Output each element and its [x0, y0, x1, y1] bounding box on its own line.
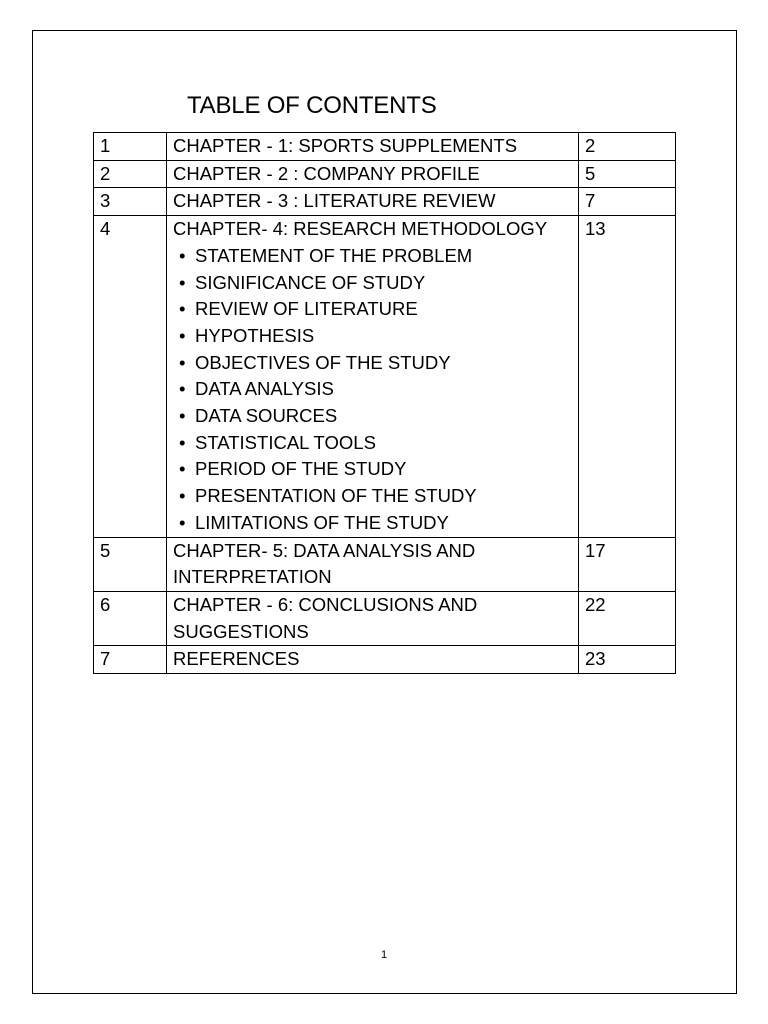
document-title: TABLE OF CONTENTS [187, 92, 437, 119]
toc-subitem: • SIGNIFICANCE OF STUDY [179, 270, 578, 297]
toc-row-number: 1 [94, 133, 167, 161]
toc-row-title: REFERENCES [167, 646, 579, 674]
toc-row-number: 5 [94, 537, 167, 591]
toc-row-title: CHAPTER- 4: RESEARCH METHODOLOGY [173, 218, 548, 240]
toc-subitem: • STATEMENT OF THE PROBLEM [179, 243, 578, 270]
toc-row-2 [94, 160, 676, 188]
toc-row-title-cell [167, 216, 579, 537]
toc-row-6 [94, 591, 676, 645]
toc-row-title: CHAPTER - 1: SPORTS SUPPLEMENTS [167, 133, 579, 161]
toc-row-page: 5 [579, 160, 676, 188]
toc-row-title-cell [167, 537, 579, 591]
toc-row-title: CHAPTER - 3 : LITERATURE REVIEW [167, 188, 579, 216]
toc-row-page: 2 [579, 133, 676, 161]
toc-subitem: • PERIOD OF THE STUDY [179, 456, 578, 483]
toc-row-7 [94, 646, 676, 674]
toc-row-number: 6 [94, 591, 167, 645]
toc-row-page: 7 [579, 188, 676, 216]
toc-subitem: • LIMITATIONS OF THE STUDY [179, 510, 578, 537]
toc-row-number: 3 [94, 188, 167, 216]
toc-row-title-line: SUGGESTIONS [173, 620, 309, 642]
toc-subitem: • HYPOTHESIS [179, 323, 578, 350]
toc-subitem-list [173, 243, 578, 537]
toc-row-5 [94, 537, 676, 591]
toc-row-page: 13 [579, 216, 676, 537]
toc-subitem: • PRESENTATION OF THE STUDY [179, 483, 578, 510]
page-number: 1 [380, 949, 388, 961]
toc-row-title-line: INTERPRETATION [173, 566, 332, 588]
toc-row-page: 22 [579, 591, 676, 645]
toc-subitem: • DATA SOURCES [179, 403, 578, 430]
toc-row-1 [94, 133, 676, 161]
toc-subitem: • OBJECTIVES OF THE STUDY [179, 350, 578, 377]
toc-row-title: CHAPTER - 2 : COMPANY PROFILE [167, 160, 579, 188]
toc-row-title-line: CHAPTER- 5: DATA ANALYSIS AND [173, 539, 476, 561]
toc-row-title-line: CHAPTER - 6: CONCLUSIONS AND [173, 593, 478, 615]
toc-row-page: 23 [579, 646, 676, 674]
toc-row-4 [94, 216, 676, 537]
toc-row-title-cell [167, 591, 579, 645]
toc-table [93, 132, 676, 674]
toc-subitem: • DATA ANALYSIS [179, 376, 578, 403]
toc-row-number: 2 [94, 160, 167, 188]
toc-subitem: • STATISTICAL TOOLS [179, 430, 578, 457]
toc-subitem: • REVIEW OF LITERATURE [179, 296, 578, 323]
toc-row-page: 17 [579, 537, 676, 591]
toc-row-3 [94, 188, 676, 216]
toc-row-number: 7 [94, 646, 167, 674]
toc-row-number: 4 [94, 216, 167, 537]
